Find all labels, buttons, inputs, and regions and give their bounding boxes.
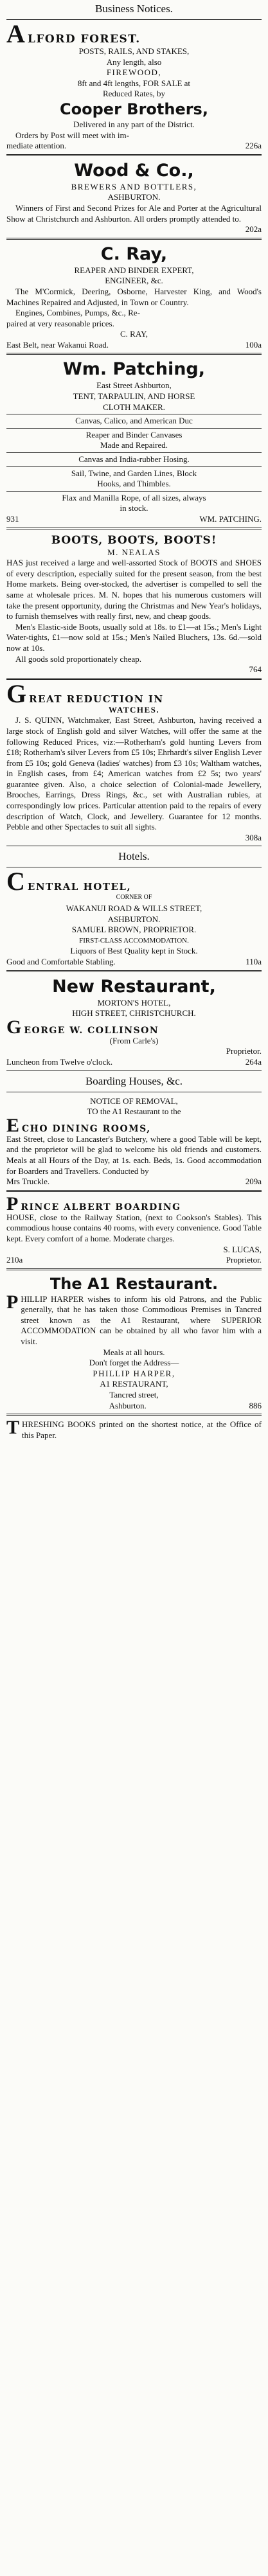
ad-line: ASHBURTON. (107, 914, 161, 924)
ad-line: Luncheon from Twelve o'clock. (6, 1056, 113, 1067)
ad-line: ASHBURTON. (107, 192, 161, 202)
divider (6, 491, 262, 492)
drop-cap: E (6, 1114, 20, 1136)
ad-line: Meals at all hours. (103, 1347, 165, 1357)
ad-line: TO the A1 Restaurant to the (87, 1106, 181, 1117)
ad-body: East Street, close to Lancaster's Butchery, where a good Table will be kept, and the proprietor will be glad to welcome his old friends and customers. Meals at all Hours of the Day, at 1s. each. Beds, 1s. Good accommodation for Boarders and Travellers. Conducted by (6, 1133, 262, 1176)
ad-central-hotel (6, 869, 262, 968)
ad-line: East Belt, near Wakanui Road. (6, 339, 109, 350)
ad-line: C. RAY, (120, 329, 148, 339)
ad-heading: RINCE ALBERT BOARDING (21, 1202, 181, 1212)
ad-line: Proprietor. (226, 1046, 262, 1056)
ad-name: Wm. Patching, (62, 359, 206, 380)
ad-code: 264a (245, 1056, 262, 1067)
ad-heading: REAT REDUCTION IN (29, 693, 164, 705)
ad-line: CORNER OF (116, 894, 152, 902)
divider (6, 528, 262, 529)
ad-code: 226a (245, 141, 262, 151)
ad-line: WAKANUI ROAD & WILLS STREET, (66, 903, 202, 914)
ad-line: Liquors of Best Quality kept in Stock. (70, 946, 198, 956)
ad-body: HAS just received a large and well-assorted Stock of BOOTS and SHOES of every description, especially suited for the present season, from the best Home markets. Being over-stocked, the advertiser is compelled to sell the same at wholesale prices. M. N. hopes that his numerous customers will take the present opportunity, during the Christmas and New Year's holidays, to furnish themselves with really first, new, and cheap goods. (6, 558, 262, 621)
ad-prince-albert (6, 1193, 262, 1267)
ad-line: 8ft and 4ft lengths, FOR SALE at (77, 78, 191, 88)
ad-heading: BOOTS, BOOTS, BOOTS! (51, 533, 217, 547)
ad-line: POSTS, RAILS, AND STAKES, (78, 46, 190, 56)
ad-line: MORTON'S HOTEL, (97, 997, 171, 1008)
ad-name: Cooper Brothers, (60, 100, 208, 118)
drop-cap: G (6, 679, 27, 708)
divider (6, 1190, 262, 1192)
ad-line: ENGINEER, &c. (105, 276, 163, 286)
ad-code: 764 (249, 664, 262, 675)
ad-code: 308a (245, 832, 262, 842)
drop-cap: A (6, 19, 25, 48)
ad-line: Canvas, Calico, and American Duc (75, 416, 193, 426)
ad-body: HILLIP HARPER wishes to inform his old Patrons, and the Public generally, that he has taken those Commodious Premises in Tancred street known as the A1 Restaurant, where SUPERIOR ACCOMMODATION can be obtained by all who favor him with a visit. (21, 1293, 262, 1347)
drop-cap: T (6, 1417, 20, 1439)
ad-body: HRESHING BOOKS printed on the shortest notice, at the Office of this Paper. (22, 1419, 262, 1440)
ad-body: J. S. QUINN, Watchmaker, East Street, Ashburton, having received a large stock of English gold and silver Watches, will offer the same at the following Reduced Prices, viz:—Rotherham's gold hunting Levers from £18; Rotherham's silver Levers from £5 10s; Ehrhardt's silver English Lever from £5 10s; gold Geneva (ladies' watches) from £3 10s; Waltham watches, in English cases, from £4; American watches from £2 5s; two years' guarantee given. Also, a choice selection of Colonial-made Jewellery, Brooches, Earrings, Dress Rings, &c., set with Australian rubies, at correspondingly low prices. Particular attention paid to the repairs of every description of Watch, Clock, and Jewellery. Guarantee for 12 months. Pebble and other Spectacles to suit all sights. (6, 715, 262, 832)
ad-line: paired at very reasonable prices. (6, 318, 114, 328)
divider (6, 970, 262, 972)
ad-body: Winners of First and Second Prizes for Ale and Porter at the Agricultural Show at Christchurch and Ashburton. All orders promptly attended to. (6, 202, 262, 224)
ad-line: TENT, TARPAULIN, AND HORSE (73, 391, 195, 402)
divider (6, 452, 262, 453)
section-heading-hotels: Hotels. (118, 850, 150, 863)
ad-name: C. Ray, (100, 244, 168, 264)
ad-heading: ENTRAL HOTEL, (27, 881, 132, 893)
ad-line: Flax and Manilla Rope, of all sizes, always (62, 492, 206, 502)
ad-body: The M'Cormick, Deering, Osborne, Harvester King, and Wood's Machines Repaired and Adjusted, in Town or Country. (6, 286, 262, 307)
ad-name: Wood & Co., (74, 160, 194, 181)
ad-line: in stock. (120, 503, 148, 513)
ad-line: SAMUEL BROWN, PROPRIETOR. (71, 925, 197, 935)
ad-a1-restaurant (6, 1272, 262, 1413)
ad-line: East Street Ashburton, (96, 380, 172, 391)
ad-heading: WATCHES. (108, 704, 160, 715)
section-heading-business: Business Notices. (95, 3, 173, 15)
ad-body: HOUSE, close to the Railway Station, (next to Cookson's Stables). This commodious house contains 40 rooms, with every convenience. Good Table kept. Every comfort of a home. Moderate charges. (6, 1212, 262, 1243)
ad-wood-co (6, 157, 262, 236)
ad-line: Any length, also (106, 57, 162, 67)
section-heading-boarding: Boarding Houses, &c. (85, 1074, 183, 1087)
ad-name: The A1 Restaurant. (49, 1274, 219, 1293)
divider (6, 1070, 262, 1071)
ad-alford-forest (6, 21, 262, 153)
ad-code: 202a (245, 224, 262, 235)
ad-signature: S. LUCAS, (223, 1244, 262, 1254)
ad-line: PHILLIP HARPER, (93, 1368, 175, 1378)
divider (6, 466, 262, 467)
ad-signature: Mrs Truckle. (6, 1177, 50, 1187)
drop-cap: P (6, 1291, 19, 1313)
ad-line: mediate attention. (6, 141, 67, 151)
ad-code: 110a (246, 957, 262, 966)
divider (6, 428, 262, 429)
ad-quinn-watches (6, 681, 262, 845)
ad-line: Sail, Twine, and Garden Lines, Block (71, 468, 197, 478)
ad-line: Reaper and Binder Canvases (85, 429, 183, 440)
ad-wm-patching (6, 356, 262, 526)
divider (6, 1414, 262, 1416)
divider (6, 678, 262, 680)
divider (6, 238, 262, 240)
divider (6, 353, 262, 355)
ad-notice-of-removal (6, 1094, 262, 1189)
ad-line: Canvas and India-rubber Hosing. (78, 454, 190, 465)
ad-line: FIREWOOD, (106, 67, 162, 78)
ad-line: A1 RESTAURANT, (100, 1379, 168, 1389)
ad-line: Hooks, and Thimbles. (97, 479, 171, 489)
ad-c-ray (6, 241, 262, 352)
ad-line: HIGH STREET, CHRISTCHURCH. (72, 1008, 196, 1018)
ad-code: 210a (6, 1255, 23, 1265)
ad-line: All goods sold proportionately cheap. (15, 653, 142, 664)
ad-body: Men's Elastic-side Boots, usually sold at 18s. to £1—at 15s.; Men's Light Water-tights, £1—now sold at 15s.; Men's Nailed Bluchers, 13s. 6d.—sold now at 10s. (6, 621, 262, 653)
divider (6, 154, 262, 156)
ad-line: Ashburton. (109, 1400, 147, 1410)
ad-signature: WM. PATCHING. (199, 514, 262, 524)
ad-line: Don't forget the Address— (89, 1358, 179, 1368)
ad-line: REAPER AND BINDER EXPERT, (74, 265, 194, 275)
ad-code: 886 (249, 1400, 262, 1410)
ad-line: (From Carle's) (109, 1035, 159, 1045)
ad-line: M. NEALAS (107, 547, 161, 557)
ad-new-restaurant (6, 973, 262, 1069)
ad-code: 100a (245, 339, 262, 350)
ad-line: Made and Repaired. (100, 440, 168, 450)
drop-cap: C (6, 867, 25, 896)
ad-code: 931 (6, 514, 19, 524)
ad-line: EORGE W. COLLINSON (24, 1025, 159, 1036)
ad-heading: LFORD FOREST. (27, 33, 141, 46)
ad-line: Orders by Post will meet with im- (15, 130, 129, 140)
ad-line: Delivered in any part of the District. (73, 119, 195, 129)
ad-line: BREWERS AND BOTTLERS, (71, 181, 197, 191)
ad-line: NOTICE OF REMOVAL, (90, 1096, 178, 1106)
ad-nealas-boots (6, 531, 262, 677)
ad-line: Reduced Rates, by (102, 89, 166, 99)
ad-line: Engines, Combines, Pumps, &c., Re- (15, 308, 140, 318)
ad-heading: CHO DINING ROOMS, (22, 1123, 151, 1134)
ad-code: 209a (245, 1177, 262, 1187)
ad-line: CLOTH MAKER. (103, 402, 165, 412)
ad-line: Tancred street, (109, 1390, 159, 1400)
drop-cap: G (6, 1016, 22, 1038)
drop-cap: P (6, 1193, 19, 1214)
ad-threshing-books (6, 1417, 262, 1442)
ad-signature: Proprietor. (226, 1255, 262, 1265)
ad-line: FIRST-CLASS ACCOMMODATION. (79, 936, 189, 945)
divider (6, 1268, 262, 1270)
ad-line: Good and Comfortable Stabling. (6, 957, 116, 966)
divider (6, 19, 262, 20)
ad-name: New Restaurant, (52, 976, 216, 997)
